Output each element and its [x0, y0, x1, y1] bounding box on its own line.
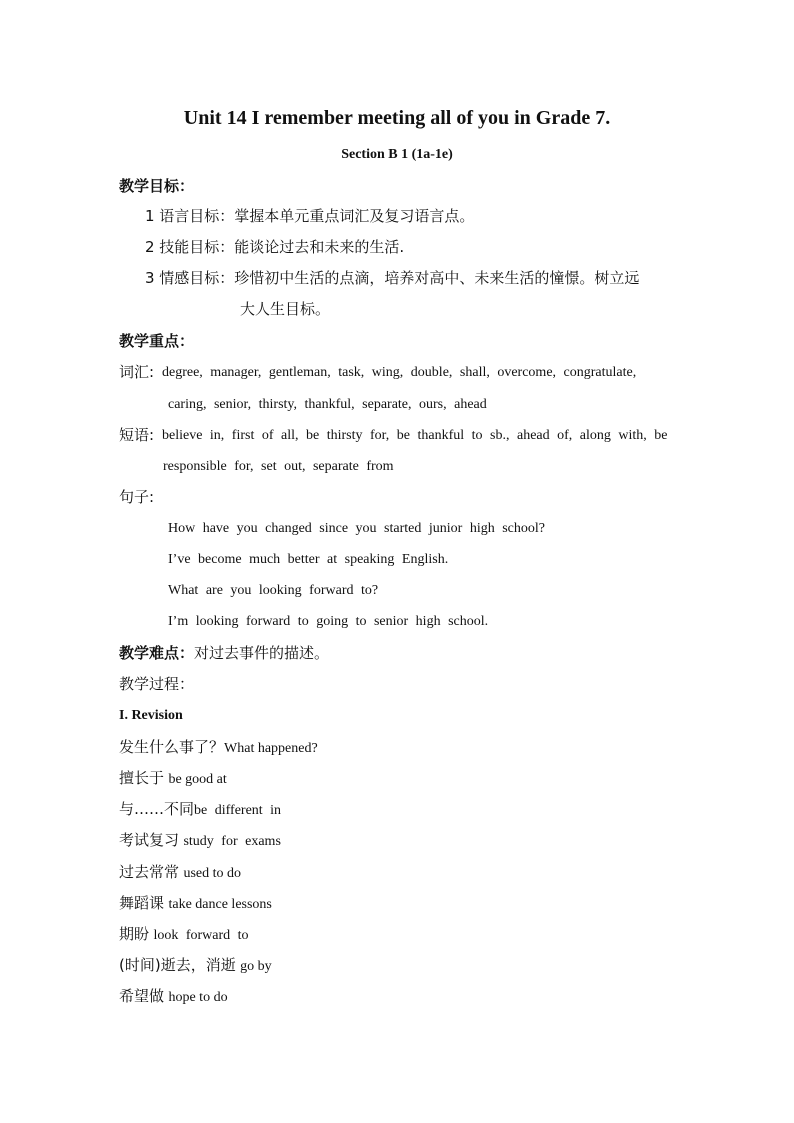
revision-item: [119, 956, 272, 976]
revision-item-cn: 考试复习: [119, 831, 180, 849]
difficulty-row: [119, 644, 329, 663]
phrases-line: believe in, first of all, be thirsty for, be thankful to sb., ahead of, along with, be: [162, 428, 668, 443]
objective-item-continued: 大人生目标。: [240, 300, 331, 318]
difficulty-text: 对过去事件的描述。: [194, 644, 330, 662]
vocab-line: caring, senior, thirsty, thankful, separate, ours, ahead: [168, 397, 487, 412]
revision-item: [119, 987, 228, 1007]
phrases-label: 短语:: [119, 426, 155, 444]
revision-item-en: hope to do: [168, 990, 228, 1005]
difficulty-heading: 教学难点：: [119, 644, 195, 662]
revision-item-cn: 与……不同: [119, 800, 195, 818]
objective-item: 2 技能目标：能谈论过去和未来的生活.: [145, 238, 405, 256]
revision-item-en: be good at: [168, 772, 227, 787]
process-heading: 教学过程：: [119, 675, 195, 693]
example-sentence: What are you looking forward to?: [168, 583, 379, 598]
revision-item-cn: 希望做: [119, 987, 165, 1005]
key-points-heading: 教学重点：: [119, 332, 195, 350]
revision-item-en: used to do: [183, 866, 242, 881]
revision-item: [119, 831, 281, 851]
revision-item: [119, 863, 241, 883]
sentences-label: 句子:: [119, 488, 155, 506]
document-title: Unit 14 I remember meeting all of you in Grade 7.: [183, 107, 611, 129]
revision-item-en: What happened?: [224, 741, 318, 756]
revision-item-en: look forward to: [153, 928, 249, 943]
revision-item-cn: (时间)逝去，消逝: [119, 956, 236, 974]
revision-item-en: be different in: [194, 803, 282, 818]
example-sentence: I’ve become much better at speaking English.: [168, 552, 449, 567]
phrases-line: responsible for, set out, separate from: [163, 459, 394, 474]
vocab-label: 词汇:: [119, 363, 155, 381]
revision-item-cn: 发生什么事了？: [119, 738, 225, 756]
revision-item: [119, 769, 227, 789]
revision-item: [119, 894, 272, 914]
revision-item-en: take dance lessons: [168, 897, 272, 912]
objectives-heading: 教学目标：: [119, 177, 195, 195]
revision-item-cn: 擅长于: [119, 769, 165, 787]
revision-item-en: go by: [240, 959, 272, 974]
example-sentence: I’m looking forward to going to senior high school.: [168, 614, 489, 629]
objective-item: 1 语言目标：掌握本单元重点词汇及复习语言点。: [145, 207, 475, 225]
revision-item: [119, 800, 281, 820]
revision-heading: I. Revision: [119, 708, 183, 723]
revision-item: [119, 738, 318, 758]
revision-item: [119, 925, 249, 945]
revision-item-en: study for exams: [183, 834, 281, 849]
revision-item-cn: 过去常常: [119, 863, 180, 881]
objective-item: 3 情感目标：珍惜初中生活的点滴，培养对高中、未来生活的憧憬。树立远: [145, 269, 640, 287]
vocab-line: degree, manager, gentleman, task, wing, double, shall, overcome, congratulate,: [162, 365, 637, 380]
revision-item-cn: 舞蹈课: [119, 894, 165, 912]
section-subtitle: Section B 1 (1a-1e): [341, 147, 453, 162]
revision-item-cn: 期盼: [119, 925, 150, 943]
example-sentence: How have you changed since you started junior high school?: [168, 521, 545, 536]
